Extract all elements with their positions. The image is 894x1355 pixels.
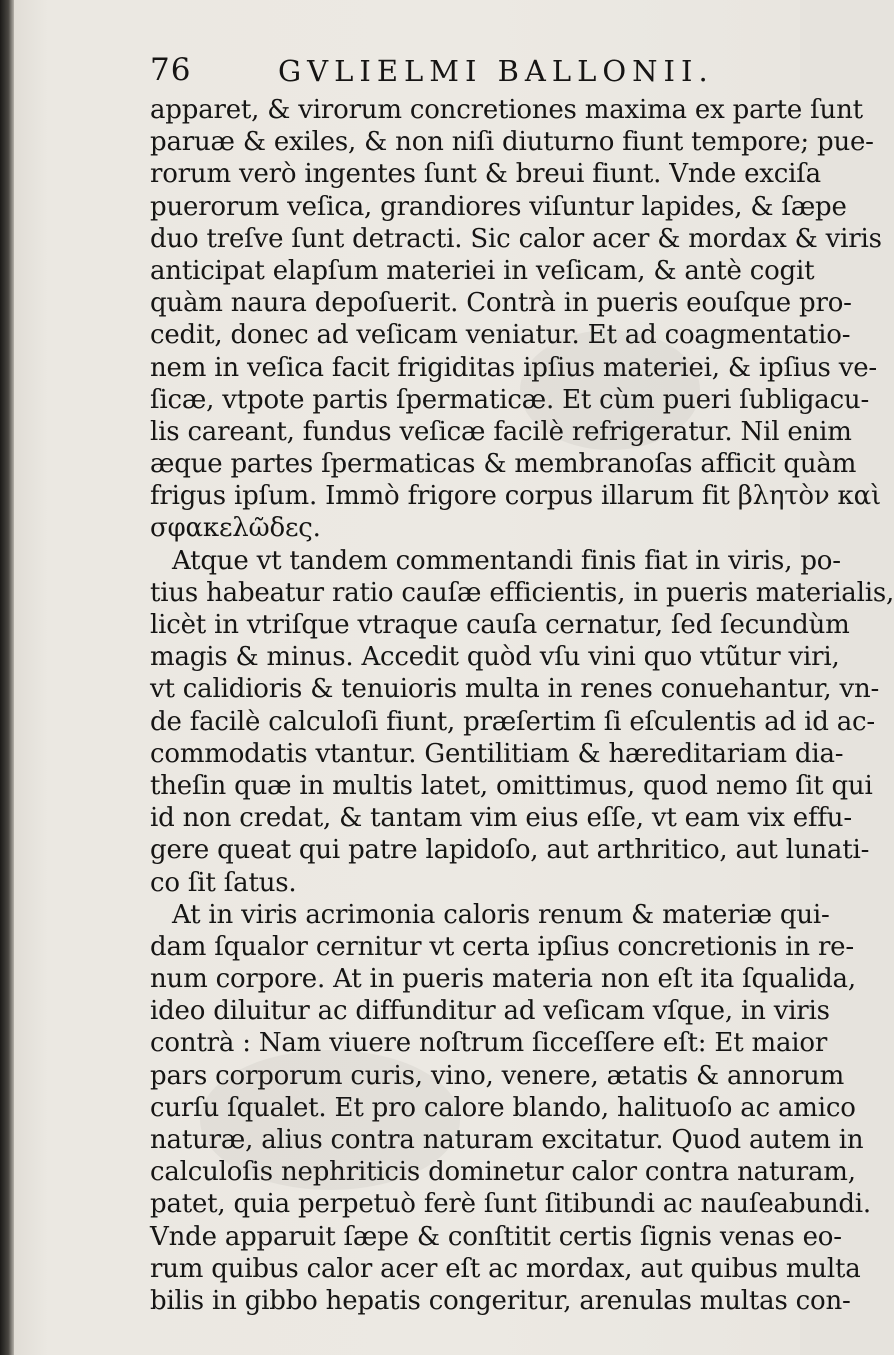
- page-header: [150, 52, 770, 98]
- text-line: de facilè calculoſi fiunt, præſertim ſi eſculentis ad id ac-: [150, 706, 875, 737]
- text-line: gere queat qui patre lapidoſo, aut arthritico, aut lunati-: [150, 835, 870, 866]
- text-line: bilis in gibbo hepatis congeritur, arenulas multas con-: [150, 1285, 851, 1316]
- text-line: anticipat elapſum materiei in veſicam, & antè cogit: [150, 255, 815, 286]
- text-line: duo treſve ſunt detracti. Sic calor acer & mordax & viris: [150, 223, 882, 254]
- text-line: frigus ipſum. Immò frigore corpus illarum fit βλητὸν καὶ: [150, 481, 881, 512]
- binding-gutter: [0, 0, 14, 1355]
- text-line: rum quibus calor acer eſt ac mordax, aut quibus multa: [150, 1253, 861, 1284]
- text-line: quàm naura depoſuerit. Contrà in pueris eouſque pro-: [150, 288, 852, 319]
- page-number: 76: [150, 52, 192, 88]
- text-line: commodatis vtantur. Gentilitiam & hæreditariam dia-: [150, 738, 844, 769]
- text-line: Vnde apparuit ſæpe & conſtitit certis ſignis venas eo-: [150, 1221, 842, 1252]
- text-line: curſu ſqualet. Et pro calore blando, halituoſo ac amico: [150, 1092, 856, 1123]
- text-line: num corpore. At in pueris materia non eſt ita ſqualida,: [150, 964, 856, 995]
- paragraph-start-line: At in viris acrimonia caloris renum & materiæ qui-: [172, 899, 830, 930]
- text-line: cedit, donec ad veſicam veniatur. Et ad coagmentatio-: [150, 320, 851, 351]
- text-line: puerorum veſica, grandiores viſuntur lapides, & ſæpe: [150, 191, 847, 222]
- text-line: tius habeatur ratio cauſæ efficientis, in pueris materialis,: [150, 577, 894, 608]
- text-line: licèt in vtriſque vtraque cauſa cernatur, ſed ſecundùm: [150, 610, 850, 640]
- text-line: rorum verò ingentes ſunt & breui fiunt. Vnde exciſa: [150, 159, 821, 190]
- text-line: lis careant, fundus veſicæ facilè refrigeratur. Nil enim: [150, 416, 852, 447]
- paragraph-start-line: Atque vt tandem commentandi finis fiat in viris, po-: [172, 545, 841, 576]
- text-line: theſin quæ in multis latet, omittimus, quod nemo ſit qui: [150, 770, 873, 801]
- text-line: id non credat, & tantam vim eius eſſe, vt eam vix effu-: [150, 803, 852, 834]
- text-line: magis & minus. Accedit quòd vſu vini quo vtũtur viri,: [150, 642, 840, 673]
- text-line: ſicæ, vtpote partis ſpermaticæ. Et cùm pueri ſubligacu-: [150, 384, 870, 415]
- text-line: naturæ, alius contra naturam excitatur. Quod autem in: [150, 1125, 864, 1155]
- text-line: contrà : Nam viuere noſtrum ſicceſſere eſt: Et maior: [150, 1028, 828, 1059]
- running-head: GVLIELMI BALLONII.: [278, 54, 714, 88]
- text-line: æque partes ſpermaticas & membranoſas afficit quàm: [150, 449, 857, 480]
- text-line: apparet, & virorum concretiones maxima ex parte ſunt: [150, 95, 863, 125]
- paragraph-end-line: co ſit ſatus.: [150, 867, 297, 898]
- text-line: dam ſqualor cernitur vt certa ipſius concretionis in re-: [150, 931, 854, 962]
- text-line: ideo diluitur ac diffunditur ad veſicam vſque, in viris: [150, 996, 830, 1027]
- body-text: [150, 94, 894, 1317]
- text-line: paruæ & exiles, & non niſi diuturno fiunt tempore; pue-: [150, 127, 874, 158]
- text-line: patet, quia perpetuò ferè ſunt ſitibundi ac nauſeabundi.: [150, 1189, 871, 1220]
- text-line-greek: σφακελῶδες.: [150, 513, 321, 544]
- text-line: calculoſis nephriticis dominetur calor contra naturam,: [150, 1157, 856, 1188]
- text-line: vt calidioris & tenuioris multa in renes conuehantur, vn-: [150, 674, 880, 705]
- text-line: nem in veſica facit frigiditas ipſius materiei, & ipſius ve-: [150, 352, 878, 383]
- text-line: pars corporum curis, vino, venere, ætatis & annorum: [150, 1060, 845, 1091]
